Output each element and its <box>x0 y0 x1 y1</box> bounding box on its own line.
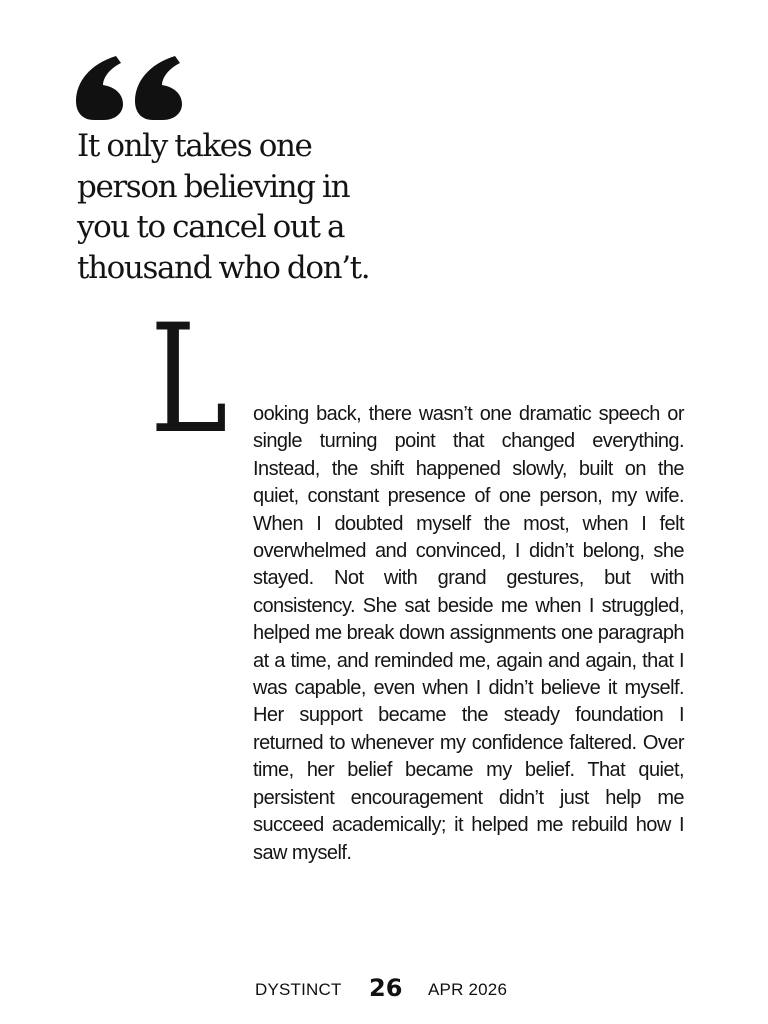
page-footer <box>0 972 768 1008</box>
open-quote-icon <box>76 54 184 120</box>
issue-date: APR 2026 <box>428 980 508 999</box>
pull-quote: It only takes one person believing in you to cancel out a thousand who don’t. <box>77 128 370 286</box>
page-number: 26 <box>369 974 403 1002</box>
article-body: ooking back, there wasn’t one dramatic speech or single turning point that changed everything. Instead, the shift happened slowly, built on the quiet, constant presence of one person, my wife. When I doubted myself the most, when I felt overwhelmed and convinced, I didn’t belong, she stayed. Not with grand gestures, but with consistency. She sat beside me when I struggled, helped me break down assignments one paragraph at a time, and reminded me, again and again, that I was capable, even when I didn’t believe it myself. Her support became the steady foundation I returned to whenever my confidence faltered. Over time, her belief became my belief. That quiet, persistent encouragement didn’t just help me succeed academically; it helped me rebuild how I saw myself. <box>253 403 684 864</box>
publication-name: DYSTINCT <box>255 980 342 999</box>
drop-cap: L <box>150 293 228 467</box>
